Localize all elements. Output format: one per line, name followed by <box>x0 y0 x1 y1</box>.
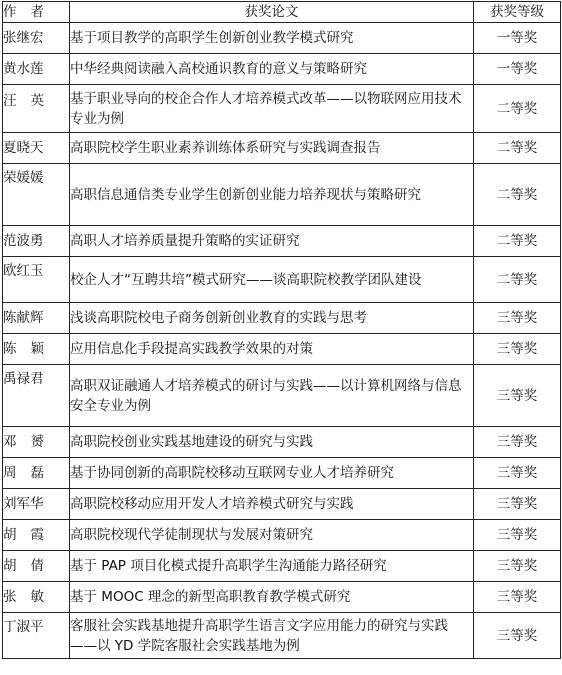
table-row <box>3 520 561 551</box>
table-row <box>3 85 561 133</box>
level-cell: 三等奖 <box>474 365 561 427</box>
awards-table <box>2 1 561 659</box>
table-row <box>3 427 561 458</box>
table-row <box>3 613 561 659</box>
table-row <box>3 489 561 520</box>
level-cell: 二等奖 <box>474 226 561 257</box>
title-cell: 客服社会实践基地提升高职学生语言文字应用能力的研究与实践——以 YD 学院客服社会实践基地为例 <box>70 613 474 659</box>
table-row <box>3 226 561 257</box>
title-cell: 高职人才培养质量提升策略的实证研究 <box>70 226 474 257</box>
author-cell: 欧红玉 <box>3 257 70 303</box>
author-cell: 荣媛媛 <box>3 164 70 226</box>
author-cell: 陈颖 <box>3 334 70 365</box>
level-cell: 三等奖 <box>474 582 561 613</box>
level-cell: 三等奖 <box>474 458 561 489</box>
table-row <box>3 334 561 365</box>
table-row <box>3 303 561 334</box>
title-cell: 高职院校移动应用开发人才培养模式研究与实践 <box>70 489 474 520</box>
table-row <box>3 551 561 582</box>
table-row <box>3 133 561 164</box>
level-cell: 二等奖 <box>474 257 561 303</box>
table-row <box>3 54 561 85</box>
title-cell: 中华经典阅读融入高校通识教育的意义与策略研究 <box>70 54 474 85</box>
level-cell: 二等奖 <box>474 164 561 226</box>
title-cell: 基于 PAP 项目化模式提升高职学生沟通能力路径研究 <box>70 551 474 582</box>
level-cell: 三等奖 <box>474 427 561 458</box>
title-cell: 基于职业导向的校企合作人才培养模式改革——以物联网应用技术专业为例 <box>70 85 474 133</box>
level-cell: 三等奖 <box>474 551 561 582</box>
header-title: 获奖论文 <box>70 2 474 23</box>
author-cell: 汪英 <box>3 85 70 133</box>
level-cell: 一等奖 <box>474 23 561 54</box>
level-cell: 一等奖 <box>474 54 561 85</box>
author-cell: 陈献辉 <box>3 303 70 334</box>
table-row <box>3 582 561 613</box>
author-cell: 胡倩 <box>3 551 70 582</box>
level-cell: 三等奖 <box>474 489 561 520</box>
title-cell: 基于项目教学的高职学生创新创业教学模式研究 <box>70 23 474 54</box>
table-row <box>3 365 561 427</box>
level-cell: 三等奖 <box>474 613 561 659</box>
table-row <box>3 257 561 303</box>
author-cell: 范波勇 <box>3 226 70 257</box>
level-cell: 三等奖 <box>474 334 561 365</box>
author-cell: 胡霞 <box>3 520 70 551</box>
level-cell: 二等奖 <box>474 133 561 164</box>
title-cell: 校企人才“互聘共培”模式研究——谈高职院校教学团队建设 <box>70 257 474 303</box>
author-cell: 邓赟 <box>3 427 70 458</box>
author-cell: 张继宏 <box>3 23 70 54</box>
author-cell: 周磊 <box>3 458 70 489</box>
title-cell: 高职双证融通人才培养模式的研讨与实践——以计算机网络与信息安全专业为例 <box>70 365 474 427</box>
table-row <box>3 23 561 54</box>
level-cell: 三等奖 <box>474 303 561 334</box>
author-cell: 刘军华 <box>3 489 70 520</box>
author-cell: 黄水莲 <box>3 54 70 85</box>
title-cell: 高职院校现代学徒制现状与发展对策研究 <box>70 520 474 551</box>
header-row <box>3 2 561 23</box>
title-cell: 基于 MOOC 理念的新型高职教育教学模式研究 <box>70 582 474 613</box>
title-cell: 高职院校学生职业素养训练体系研究与实践调查报告 <box>70 133 474 164</box>
title-cell: 浅谈高职院校电子商务创新创业教育的实践与思考 <box>70 303 474 334</box>
author-cell: 丁淑平 <box>3 613 70 659</box>
level-cell: 三等奖 <box>474 520 561 551</box>
title-cell: 高职信息通信类专业学生创新创业能力培养现状与策略研究 <box>70 164 474 226</box>
author-cell: 张敏 <box>3 582 70 613</box>
table-row <box>3 458 561 489</box>
header-level: 获奖等级 <box>474 2 561 23</box>
author-cell: 夏晓天 <box>3 133 70 164</box>
table-row <box>3 164 561 226</box>
level-cell: 二等奖 <box>474 85 561 133</box>
title-cell: 高职院校创业实践基地建设的研究与实践 <box>70 427 474 458</box>
title-cell: 应用信息化手段提高实践教学效果的对策 <box>70 334 474 365</box>
title-cell: 基于协同创新的高职院校移动互联网专业人才培养研究 <box>70 458 474 489</box>
author-cell: 禹禄君 <box>3 365 70 427</box>
header-author: 作者 <box>3 2 70 23</box>
